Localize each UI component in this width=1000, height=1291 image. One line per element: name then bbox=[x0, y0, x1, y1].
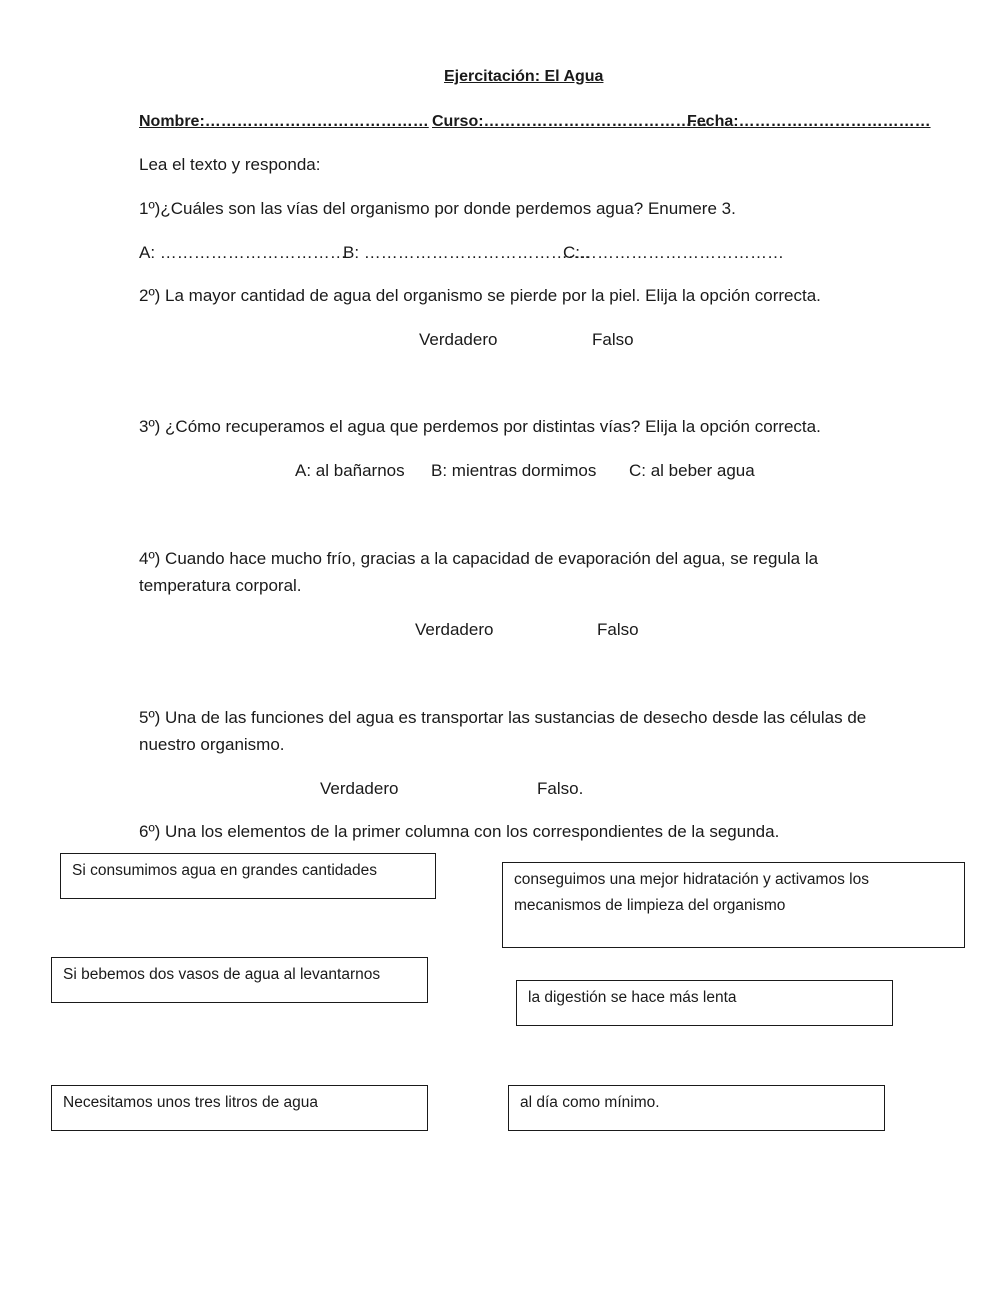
match-left-2[interactable]: Si bebemos dos vasos de agua al levantarnos bbox=[51, 957, 428, 1003]
match-right-2[interactable]: la digestión se hace más lenta bbox=[516, 980, 893, 1026]
q3-option-b[interactable]: B: mientras dormimos bbox=[431, 461, 597, 480]
question-4: 4º) Cuando hace mucho frío, gracias a la capacidad de evaporación del agua, se regula la temperatura corporal. bbox=[139, 549, 819, 595]
match-left-1[interactable]: Si consumimos agua en grandes cantidades bbox=[60, 853, 436, 899]
q5-option-verdadero[interactable]: Verdadero bbox=[320, 779, 399, 798]
nombre-field[interactable]: Nombre:…………………………………… bbox=[139, 113, 429, 130]
q3-option-c[interactable]: C: al beber agua bbox=[629, 461, 755, 480]
question-2: 2º) La mayor cantidad de agua del organismo se pierde por la piel. Elija la opción correcta. bbox=[139, 286, 821, 305]
q4-option-verdadero[interactable]: Verdadero bbox=[415, 620, 494, 639]
curso-field[interactable]: Curso:…………………………………… bbox=[432, 113, 708, 130]
q4-option-falso[interactable]: Falso bbox=[597, 620, 639, 639]
question-5: 5º) Una de las funciones del agua es transportar las sustancias de desecho desde las células de nuestro organismo. bbox=[139, 708, 867, 754]
fecha-field[interactable]: Fecha:……………………………… bbox=[687, 113, 931, 130]
question-1: 1º)¿Cuáles son las vías del organismo por donde perdemos agua? Enumere 3. bbox=[139, 199, 736, 218]
match-left-3[interactable]: Necesitamos unos tres litros de agua bbox=[51, 1085, 428, 1131]
q5-option-falso[interactable]: Falso. bbox=[537, 779, 584, 798]
match-right-1[interactable]: conseguimos una mejor hidratación y activamos los mecanismos de limpieza del organismo bbox=[502, 862, 965, 948]
q2-option-falso[interactable]: Falso bbox=[592, 330, 634, 349]
page-title: Ejercitación: El Agua bbox=[444, 68, 604, 85]
q1-answer-b[interactable]: B: …………………………………. bbox=[343, 243, 590, 262]
question-3: 3º) ¿Cómo recuperamos el agua que perdemos por distintas vías? Elija la opción correcta. bbox=[139, 417, 821, 436]
q1-answer-a[interactable]: A: …………………………… bbox=[139, 243, 347, 262]
match-right-3[interactable]: al día como mínimo. bbox=[508, 1085, 885, 1131]
instructions: Lea el texto y responda: bbox=[139, 155, 321, 174]
question-6: 6º) Una los elementos de la primer columna con los correspondientes de la segunda. bbox=[139, 822, 780, 841]
q1-answer-c[interactable]: C:……………………………… bbox=[563, 243, 784, 262]
q2-option-verdadero[interactable]: Verdadero bbox=[419, 330, 498, 349]
q3-option-a[interactable]: A: al bañarnos bbox=[295, 461, 405, 480]
